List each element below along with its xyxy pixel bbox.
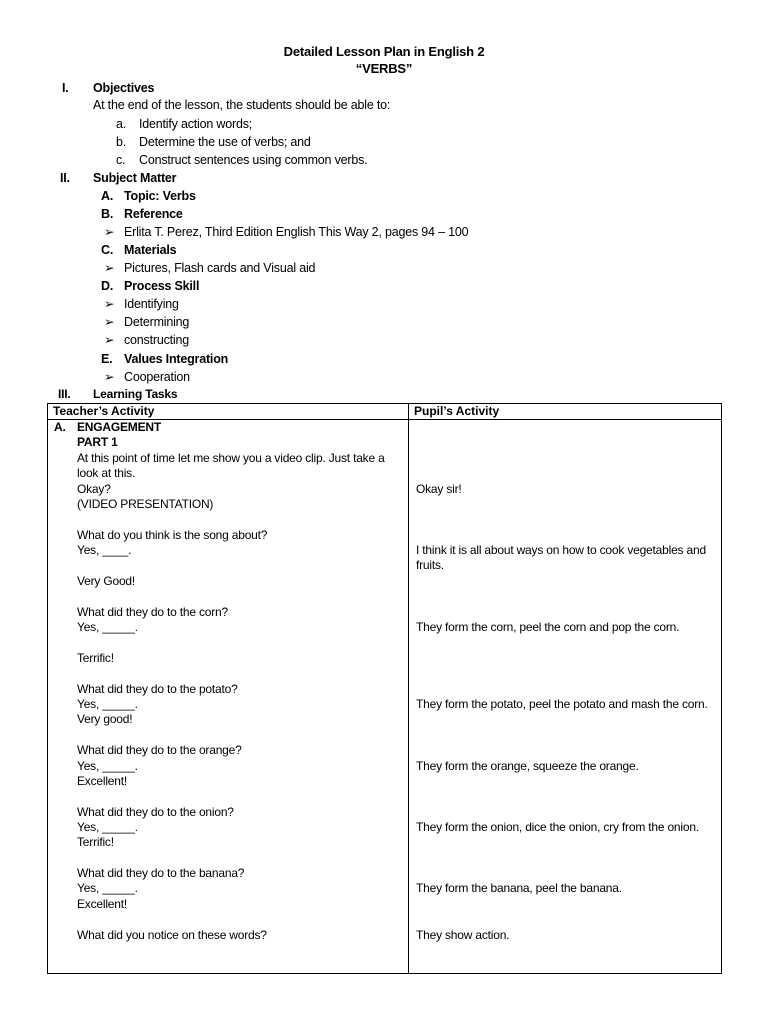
teacher-line: What did they do to the orange? [77,743,242,757]
teacher-line: Excellent! [77,897,128,911]
teacher-line: What did they do to the onion? [77,805,234,819]
pupil-line: They form the potato, peel the potato and mash the corn. [416,697,708,711]
pupil-line: I think it is all about ways on how to cook vegetables and [416,543,706,557]
teacher-line: What did they do to the banana? [77,866,245,880]
engagement-heading: ENGAGEMENT [77,420,162,434]
learning-tasks-table [47,403,722,974]
process-skill-item: Identifying [124,297,179,311]
section-num-objectives: I. [62,81,69,95]
process-skill-heading: Process Skill [124,279,200,293]
teacher-line: Okay? [77,482,111,496]
values-letter: E. [101,352,113,366]
teacher-line: Yes, _____. [77,620,138,634]
teacher-line: Yes, ____. [77,543,132,557]
materials-item: Pictures, Flash cards and Visual aid [124,261,316,275]
pupil-activity-cell [409,420,722,974]
table-header-row [48,404,722,420]
pupil-line: They form the onion, dice the onion, cry from the onion. [416,820,699,834]
materials-heading: Materials [124,243,177,257]
teacher-line: Yes, _____. [77,697,138,711]
teacher-line: Excellent! [77,774,128,788]
teacher-line: Terrific! [77,651,114,665]
process-skill-letter: D. [101,279,114,293]
objective-text: Construct sentences using common verbs. [139,153,368,167]
section-heading-objectives: Objectives [93,81,155,95]
bullet-arrow-icon: ➢ [104,261,115,275]
section-heading-learning-tasks: Learning Tasks [93,387,178,401]
document-title: Detailed Lesson Plan in English 2 [283,44,485,59]
pupil-line: Okay sir! [416,482,462,496]
section-num-subject-matter: II. [60,171,70,185]
values-heading: Values Integration [124,352,229,366]
section-num-learning-tasks: III. [58,387,71,401]
section-heading-subject-matter: Subject Matter [93,171,177,185]
teacher-line: What did they do to the corn? [77,605,228,619]
objective-letter: c. [116,153,126,167]
objective-text: Identify action words; [139,117,253,131]
topic-letter: A. [101,189,114,203]
teacher-line: Yes, _____. [77,820,138,834]
pupil-activity-header: Pupil’s Activity [409,404,722,420]
objective-letter: b. [116,135,127,149]
reference-letter: B. [101,207,114,221]
objectives-intro: At the end of the lesson, the students should be able to: [93,98,391,112]
teacher-line: look at this. [77,466,136,480]
teacher-line: Terrific! [77,835,114,849]
process-skill-item: constructing [124,333,189,347]
bullet-arrow-icon: ➢ [104,333,115,347]
bullet-arrow-icon: ➢ [104,225,115,239]
bullet-arrow-icon: ➢ [104,297,115,311]
teacher-activity-cell [48,420,409,974]
pupil-line: They show action. [416,928,510,942]
materials-letter: C. [101,243,114,257]
engagement-letter: A. [54,420,66,434]
bullet-arrow-icon: ➢ [104,315,115,329]
teacher-line: Very good! [77,712,133,726]
reference-item: Erlita T. Perez, Third Edition English This Way 2, pages 94 – 100 [124,225,469,239]
part-heading: PART 1 [77,435,118,449]
process-skill-item: Determining [124,315,190,329]
teacher-line: What do you think is the song about? [77,528,268,542]
document-subtitle: “VERBS” [355,61,413,76]
values-item: Cooperation [124,370,190,384]
teacher-line: Very Good! [77,574,136,588]
pupil-line: They form the corn, peel the corn and pop the corn. [416,620,680,634]
topic-text: Topic: Verbs [124,189,196,203]
pupil-line: fruits. [416,558,444,572]
reference-heading: Reference [124,207,183,221]
teacher-line: Yes, _____. [77,881,138,895]
teacher-line: At this point of time let me show you a video clip. Just take a [77,451,385,465]
teacher-line: Yes, _____. [77,759,138,773]
teacher-activity-header: Teacher’s Activity [48,404,409,420]
teacher-line: What did you notice on these words? [77,928,267,942]
objective-text: Determine the use of verbs; and [139,135,311,149]
teacher-line: What did they do to the potato? [77,682,238,696]
objective-letter: a. [116,117,127,131]
teacher-line: (VIDEO PRESENTATION) [77,497,214,511]
table-row [48,420,722,974]
pupil-line: They form the orange, squeeze the orange. [416,759,639,773]
bullet-arrow-icon: ➢ [104,370,115,384]
pupil-line: They form the banana, peel the banana. [416,881,622,895]
